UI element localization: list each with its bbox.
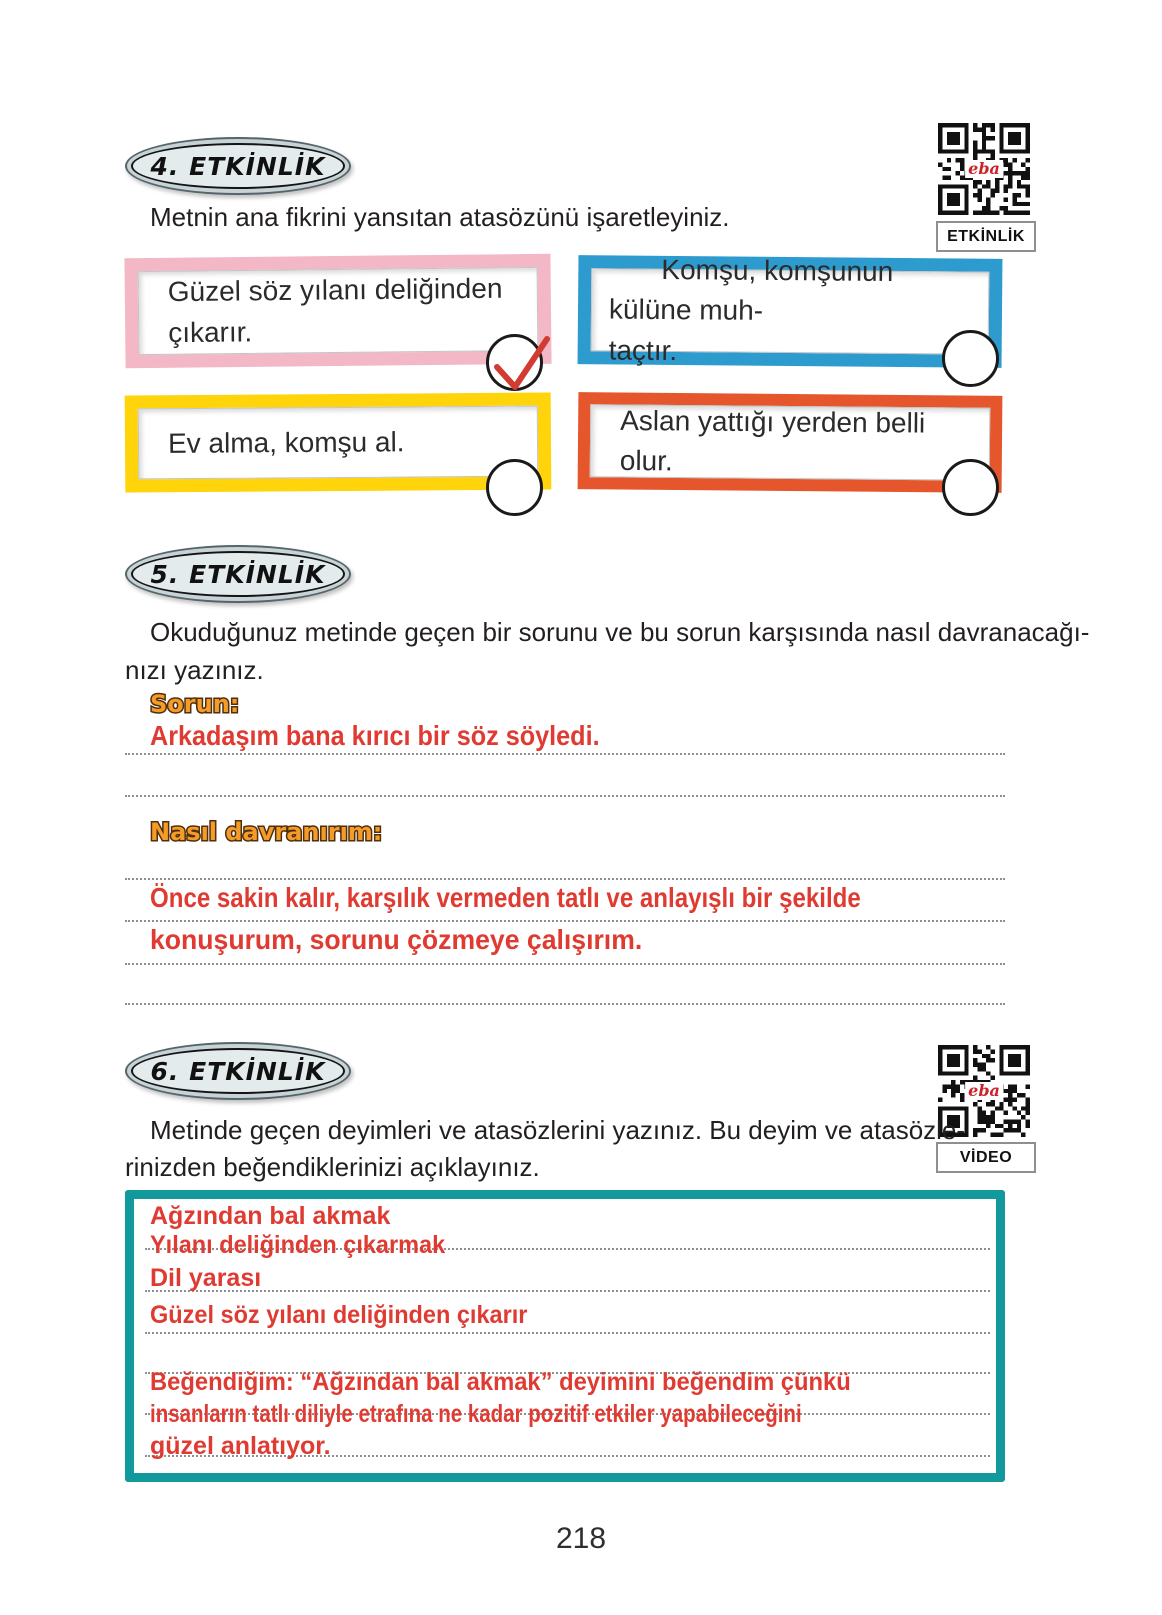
activity6-badge-label: 6. ETKİNLİK <box>131 1048 345 1094</box>
activity4-qr-code <box>938 123 1030 215</box>
answer-line[interactable] <box>145 1332 990 1334</box>
answer-line[interactable] <box>145 1290 990 1292</box>
activity5-instruction-line1: Okuduğunuz metinde geçen bir sorunu ve bu sorun karşısında nasıl davranacağı- <box>150 617 1090 647</box>
option-circle-pink[interactable] <box>486 334 543 391</box>
option-circle-orange[interactable] <box>942 459 999 516</box>
activity6-instruction-line2: rinizden beğendiklerinizi açıklayınız. <box>125 1152 540 1182</box>
option-box-orange <box>578 392 1003 493</box>
activity6-qr-label: VİDEO <box>936 1142 1036 1173</box>
answer-line[interactable] <box>125 878 1005 880</box>
behavior-label: Nasıl davranırım: <box>150 818 383 846</box>
option-circle-blue[interactable] <box>942 330 999 387</box>
activity4-qr-label: ETKİNLİK <box>936 221 1036 252</box>
answer-line[interactable] <box>125 963 1005 965</box>
problem-answer-handwriting: Arkadaşım bana kırıcı bir söz söyledi. <box>150 720 600 751</box>
eba-logo: eba <box>965 160 1003 178</box>
activity6-instruction-line1: Metinde geçen deyimleri ve atasözlerini yazınız. Bu deyim ve atasözle- <box>150 1115 966 1145</box>
activity5-badge-label: 5. ETKİNLİK <box>131 551 345 597</box>
liked-idiom-line3: güzel anlatıyor. <box>150 1432 331 1460</box>
option-text: Ev alma, komşu al. <box>167 425 405 459</box>
activity5-instruction-line2: nızı yazınız. <box>125 655 264 685</box>
liked-idiom-line2: insanların tatlı diliyle etrafına ne kadar pozitif etkiler yapabileceğini <box>150 1400 802 1428</box>
activity4-badge-label: 4. ETKİNLİK <box>131 143 345 189</box>
activity5-badge <box>125 545 351 603</box>
page-number: 218 <box>555 1522 607 1555</box>
answer-line[interactable] <box>125 920 1005 922</box>
answer-line[interactable] <box>125 753 1005 755</box>
idiom-answer-4: Güzel söz yılanı deliğinden çıkarır <box>150 1301 528 1329</box>
answer-line[interactable] <box>125 795 1005 797</box>
behavior-answer-line2: konuşurum, sorunu çözmeye çalışırım. <box>150 924 643 955</box>
activity4-badge <box>125 137 351 195</box>
idiom-answer-3: Dil yarası <box>150 1264 262 1292</box>
option-text: Komşu, komşunun külüne muh- taçtır. <box>608 253 894 366</box>
idiom-answer-1: Ağzından bal akmak <box>150 1202 391 1230</box>
idiom-answer-2: Yılanı deliğinden çıkarmak <box>150 1231 446 1259</box>
option-box-blue <box>578 255 1003 368</box>
behavior-answer-line1: Önce sakin kalır, karşılık vermeden tatlı ve anlayışlı bir şekilde <box>150 882 861 913</box>
answer-line[interactable] <box>125 1003 1005 1005</box>
option-text: Güzel söz yılanı deliğinden çıkarır. <box>167 272 503 348</box>
option-circle-yellow[interactable] <box>486 459 543 516</box>
problem-label: Sorun: <box>150 690 240 718</box>
eba-logo: eba <box>965 1082 1003 1100</box>
activity6-badge <box>125 1042 351 1100</box>
option-text: Aslan yattığı yerden belli olur. <box>619 404 926 477</box>
liked-idiom-line1: Beğendiğim: “Ağzından bal akmak” deyimini beğendim çünkü <box>150 1368 851 1396</box>
activity4-instruction: Metnin ana fikrini yansıtan atasözünü işaretleyiniz. <box>150 202 730 232</box>
